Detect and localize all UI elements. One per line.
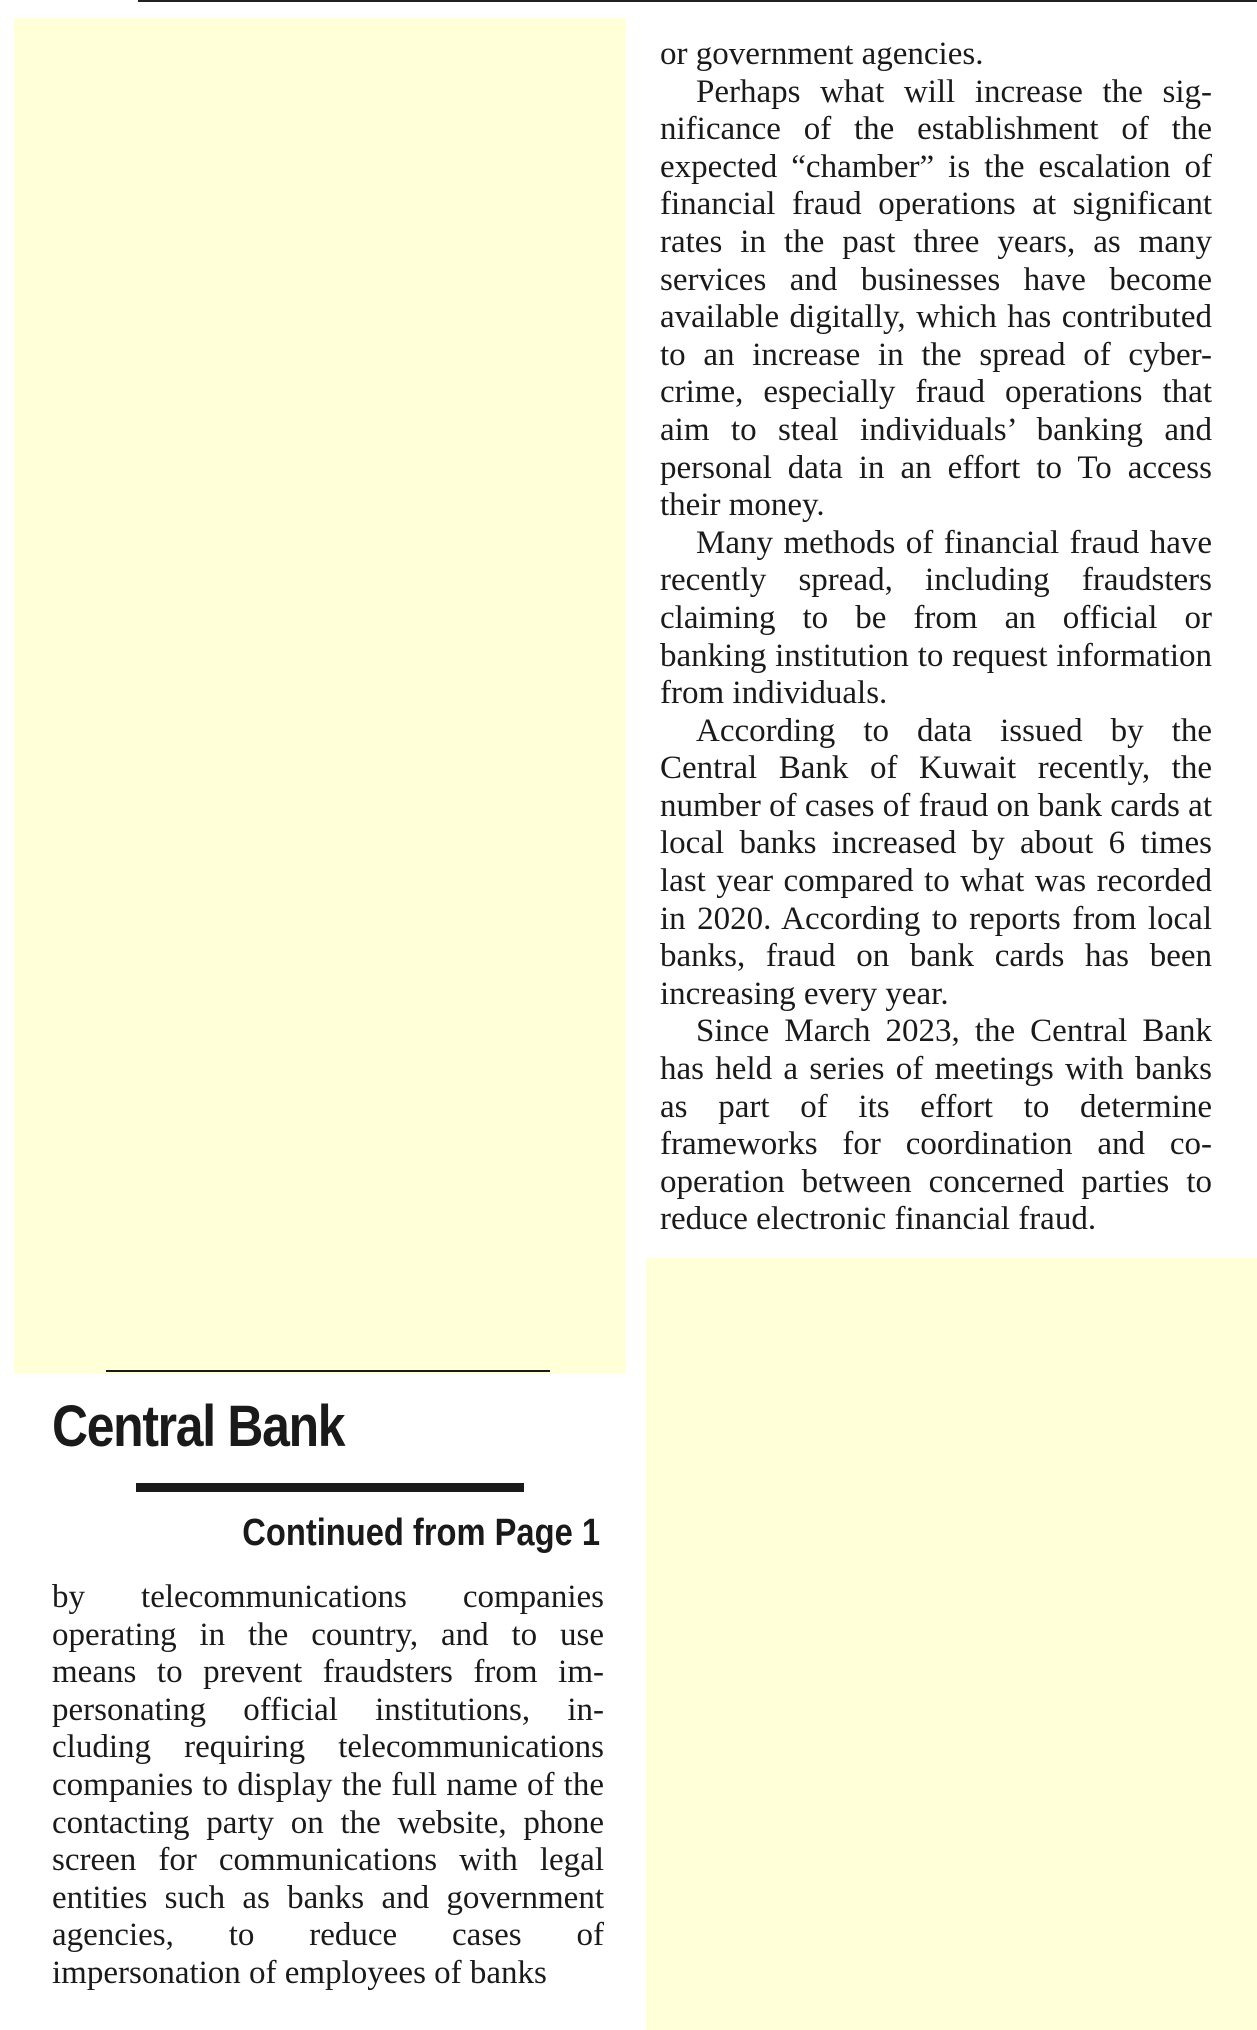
story-headline: Central Bank	[52, 1394, 345, 1459]
paragraph: or government agencies.	[660, 36, 984, 72]
right-article-column	[660, 36, 1212, 1239]
continued-from-label: Continued from Page 1	[242, 1512, 600, 1554]
top-rule	[138, 0, 1257, 2]
story-body-column	[52, 1579, 604, 1993]
paragraph: Many methods of financial fraud have recently spread, including fraudsters claiming to be from an official or banking institution to request information from individuals.	[660, 524, 1212, 712]
advert-placeholder-left	[14, 18, 626, 1374]
paragraph: According to data issued by the Central Bank of Kuwait recently, the number of cases of fraud on bank cards at local banks increased by about 6 times last year compared to what was recorded in 2020. According to reports from local banks, fraud on bank cards has been increasing every year.	[660, 712, 1212, 1012]
headline-bottom-rule	[136, 1483, 524, 1492]
paragraph: by telecommunications companies operating in the country, and to use means to prevent fraudsters from impersonating official institutions, including requiring telecommunications companies to display the full name of the contacting party on the website, phone screen for communications with legal entities such as banks and government agencies, to reduce cases of impersonation of employees of banks	[52, 1579, 604, 1991]
advert-placeholder-right	[646, 1258, 1257, 2030]
headline-top-rule	[106, 1370, 550, 1372]
paragraph: Perhaps what will increase the significance of the establishment of the expected “chamber” is the escalation of financial fraud operations at significant rates in the past three years, as many services and businesses have become available digitally, which has contributed to an increase in the spread of cyber-crime, especially fraud operations that aim to steal individuals’ banking and personal data in an effort to To access their money.	[660, 73, 1212, 524]
paragraph: Since March 2023, the Central Bank has held a series of meetings with banks as part of its effort to determine frameworks for coordination and cooperation between concerned parties to reduce electronic financial fraud.	[660, 1013, 1212, 1238]
